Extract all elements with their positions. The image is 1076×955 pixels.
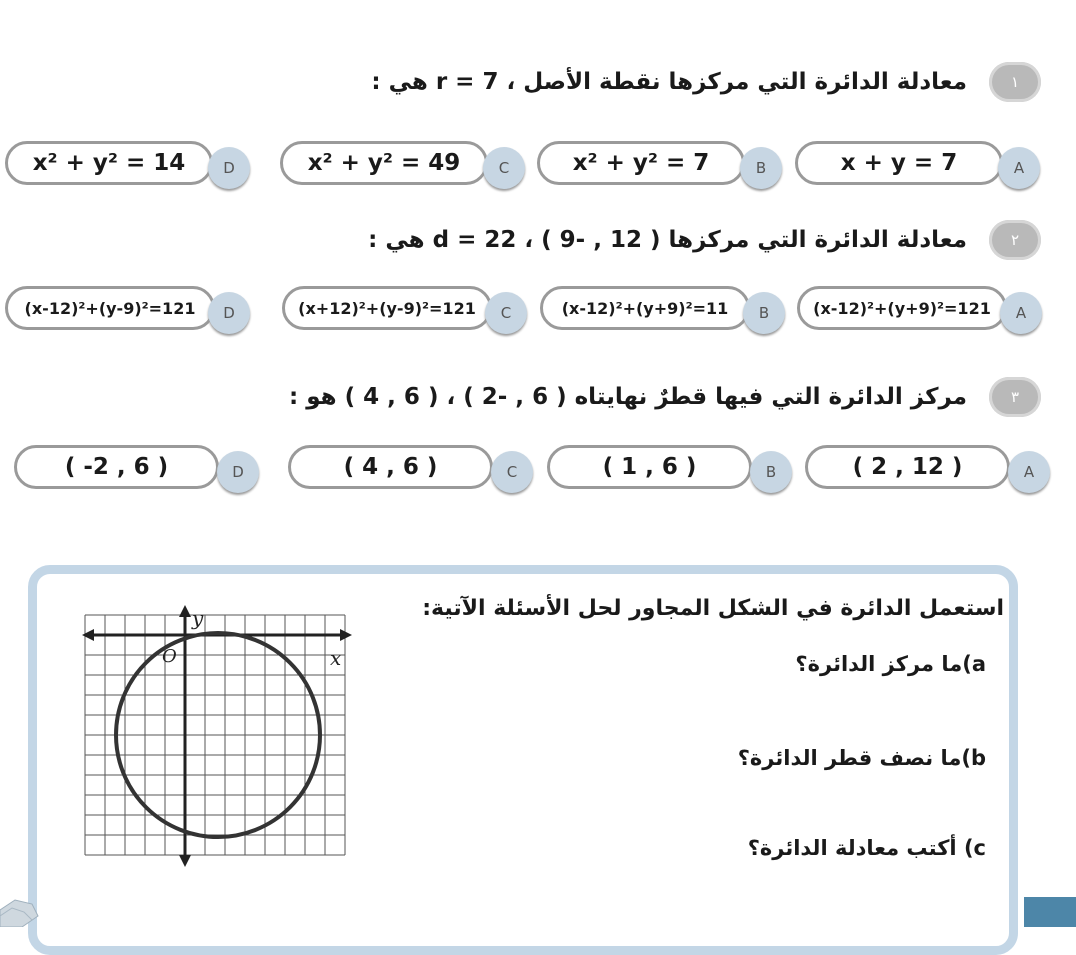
exercise-intro: استعمل الدائرة في الشكل المجاور لحل الأسئلة الآتية:: [422, 596, 1004, 621]
option-1-c[interactable]: [280, 141, 525, 191]
question-2: [368, 218, 1041, 262]
part-label: c): [963, 836, 986, 860]
option-1-b[interactable]: [537, 141, 782, 191]
question-1: [371, 60, 1041, 104]
option-text: x² + y² = 49: [280, 141, 488, 185]
option-letter: B: [740, 147, 782, 189]
circle-graph: [80, 605, 355, 874]
option-letter: C: [491, 451, 533, 493]
page-corner-bar: [1024, 897, 1076, 927]
graph-svg: [80, 605, 355, 870]
option-text: x² + y² = 14: [5, 141, 213, 185]
exercise-part-c: [748, 836, 986, 860]
option-1-a[interactable]: [795, 141, 1040, 191]
option-3-d[interactable]: [14, 445, 259, 495]
option-3-a[interactable]: [805, 445, 1050, 495]
part-text: أكتب معادلة الدائرة؟: [747, 836, 964, 860]
option-text: (x-12)²+(y+9)²=121: [797, 286, 1007, 330]
option-text: (x-12)²+(y+9)²=11: [540, 286, 750, 330]
y-label: y: [192, 606, 204, 630]
question-number: ٢: [989, 220, 1041, 260]
option-1-d[interactable]: [5, 141, 250, 191]
option-letter: B: [750, 451, 792, 493]
option-2-d[interactable]: [5, 286, 250, 336]
option-text: x + y = 7: [795, 141, 1003, 185]
option-3-c[interactable]: [288, 445, 533, 495]
option-text: ( 2 , 12 ): [805, 445, 1010, 489]
grid-lines: [85, 615, 345, 855]
option-text: ( 4 , 6 ): [288, 445, 493, 489]
option-text: ( -2 , 6 ): [14, 445, 219, 489]
question-text: معادلة الدائرة التي مركزها ( 12 , -9 ) ، d = 22 هي :: [368, 227, 967, 253]
part-label: a): [962, 652, 986, 676]
option-letter: D: [217, 451, 259, 493]
exercise-part-a: [795, 652, 986, 676]
diamond-decoration-icon: [0, 890, 40, 927]
option-letter: B: [743, 292, 785, 334]
question-text: معادلة الدائرة التي مركزها نقطة الأصل ، r = 7 هي :: [371, 69, 967, 95]
part-text: ما مركز الدائرة؟: [795, 652, 963, 676]
option-3-b[interactable]: [547, 445, 792, 495]
option-2-b[interactable]: [540, 286, 785, 336]
option-text: (x-12)²+(y-9)²=121: [5, 286, 215, 330]
origin-label: O: [162, 646, 177, 667]
question-3: [289, 375, 1041, 419]
option-letter: A: [1000, 292, 1042, 334]
question-text: مركز الدائرة التي فيها قطرٌ نهايتاه ( 6 , -2 ) ، ( 6 , 4 ) هو :: [289, 384, 967, 410]
option-text: (x+12)²+(y-9)²=121: [282, 286, 492, 330]
option-2-c[interactable]: [282, 286, 527, 336]
part-label: b): [961, 746, 986, 770]
option-letter: D: [208, 147, 250, 189]
option-text: x² + y² = 7: [537, 141, 745, 185]
option-letter: A: [1008, 451, 1050, 493]
question-number: ١: [989, 62, 1041, 102]
y-axis: [179, 605, 191, 867]
option-letter: D: [208, 292, 250, 334]
exercise-part-b: [738, 746, 986, 770]
option-letter: A: [998, 147, 1040, 189]
part-text: ما نصف قطر الدائرة؟: [737, 746, 962, 770]
option-letter: C: [483, 147, 525, 189]
option-2-a[interactable]: [797, 286, 1042, 336]
x-label: x: [330, 646, 342, 670]
option-text: ( 1 , 6 ): [547, 445, 752, 489]
question-number: ٣: [989, 377, 1041, 417]
option-letter: C: [485, 292, 527, 334]
